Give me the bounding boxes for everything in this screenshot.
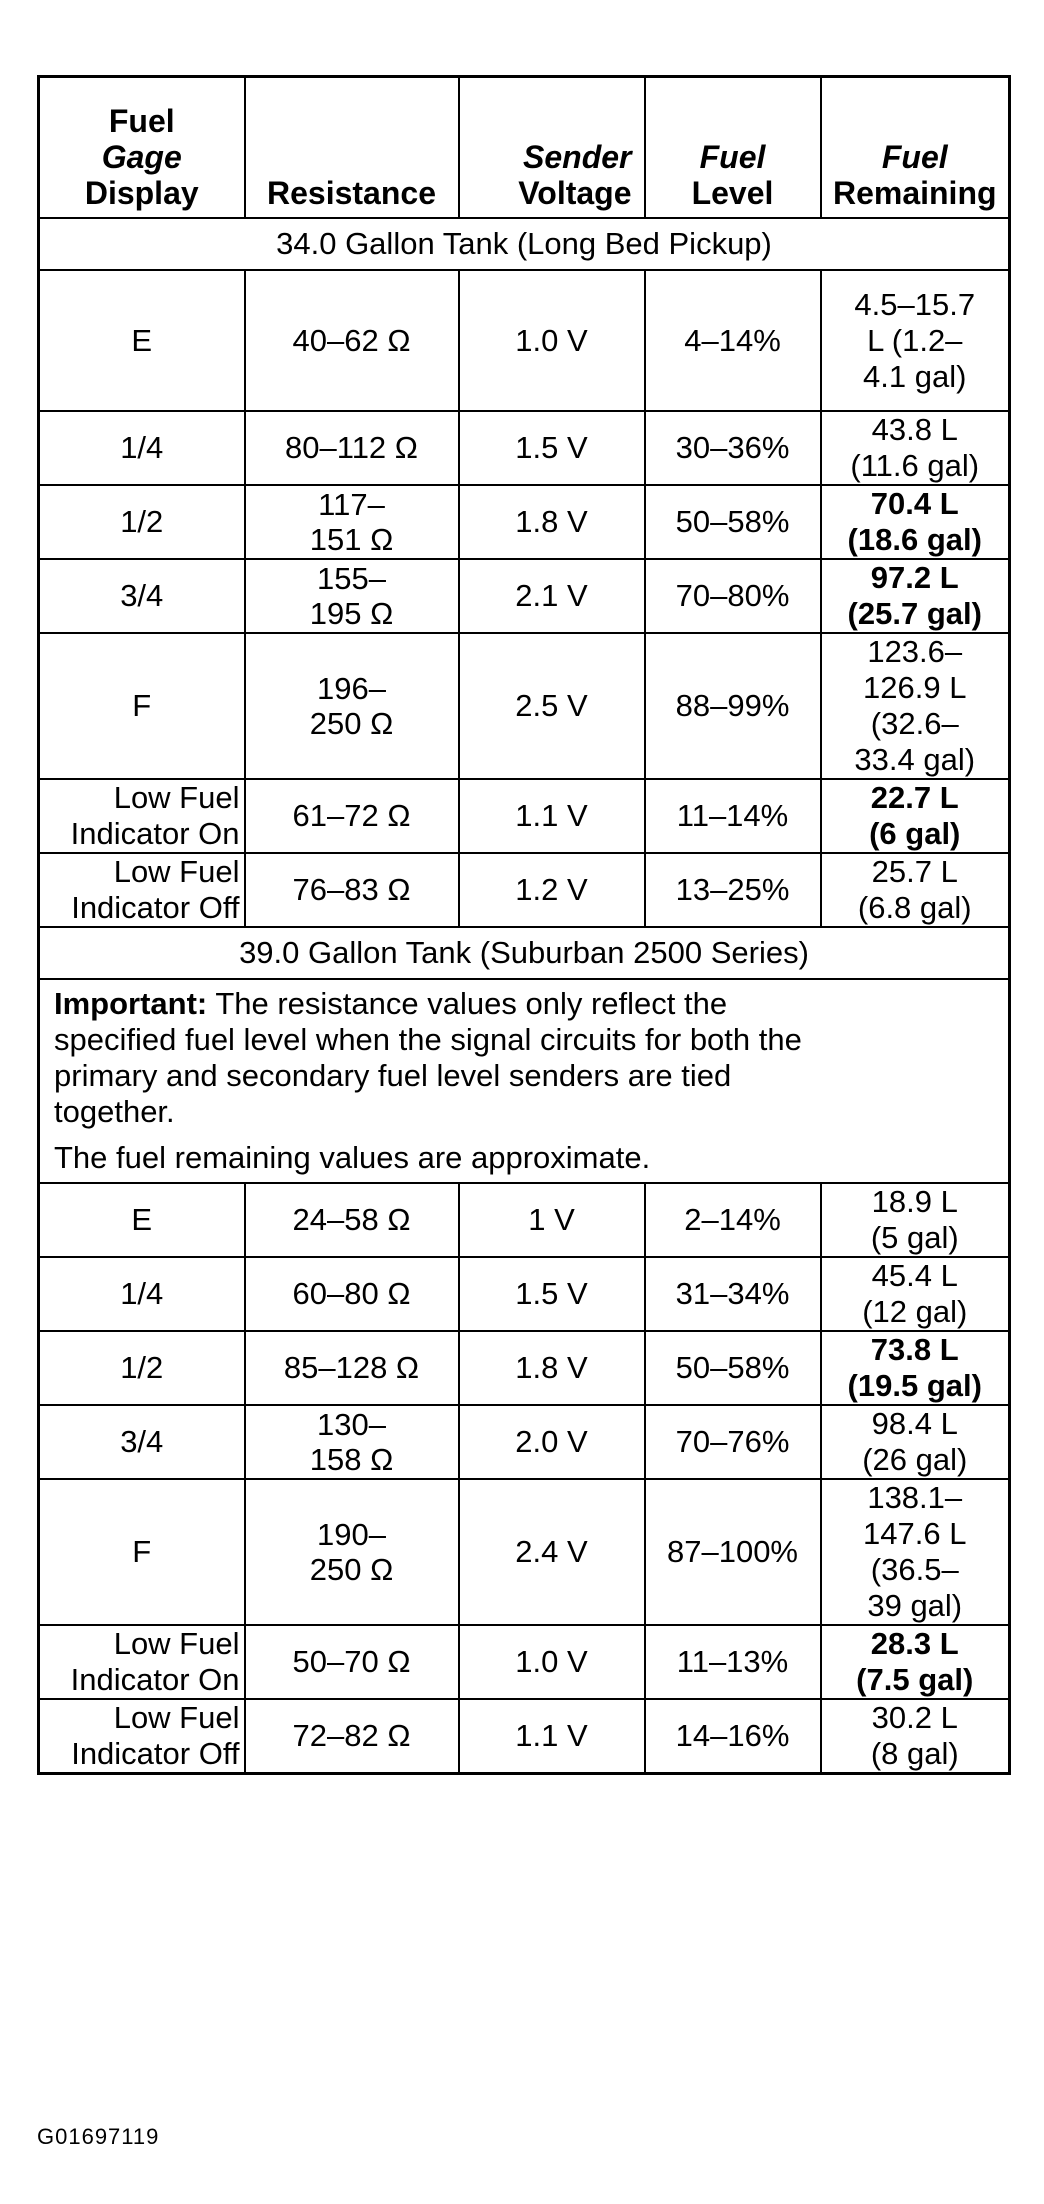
fuel-remaining-cell (821, 1331, 1010, 1405)
cell-line: 76–83 Ω (292, 872, 411, 907)
cell-line: 130– (317, 1407, 386, 1442)
fuel-level-cell: 11–13% (645, 1625, 821, 1699)
figure-id: G01697119 (37, 2124, 160, 2149)
note-line: together. (54, 1094, 175, 1129)
table-row (39, 1699, 1010, 1774)
cell-line: 80–112 Ω (285, 430, 418, 465)
cell-line: E (131, 322, 153, 358)
header-fuel-remaining: Fuel Remaining (821, 77, 1010, 219)
header-fuel-level: Fuel Level (645, 77, 821, 219)
display-cell (39, 1405, 245, 1479)
note-paragraph (54, 986, 994, 1130)
sender-voltage-cell: 1 V (459, 1183, 645, 1257)
cell-line: (19.5 gal) (847, 1368, 982, 1403)
note-line: specified fuel level when the signal circuits for both the (54, 1022, 802, 1057)
cell-line: 50–70 Ω (292, 1644, 411, 1679)
cell-line: 126.9 L (863, 670, 967, 705)
cell-line: 1/2 (120, 504, 164, 539)
display-cell (39, 853, 245, 927)
cell-line: (18.6 gal) (847, 522, 982, 557)
cell-line: E (131, 1202, 153, 1237)
note-label: Important: (54, 986, 208, 1021)
sender-voltage-cell: 1.1 V (459, 1699, 645, 1774)
table-row (39, 633, 1010, 779)
resistance-cell (245, 1405, 459, 1479)
cell-line: (26 gal) (862, 1442, 968, 1477)
display-cell (39, 559, 245, 633)
header-row (39, 77, 1010, 219)
resistance-cell (245, 270, 459, 411)
cell-line: F (132, 1534, 152, 1569)
resistance-cell (245, 779, 459, 853)
cell-line: (25.7 gal) (847, 596, 982, 631)
cell-line: 250 Ω (309, 706, 394, 741)
cell-line: F (132, 688, 152, 723)
fuel-gage-table (37, 75, 1011, 1775)
fuel-level-cell: 70–80% (645, 559, 821, 633)
cell-line: 138.1– (867, 1480, 963, 1515)
resistance-cell (245, 1625, 459, 1699)
table-row (39, 1405, 1010, 1479)
sender-voltage-cell: 1.8 V (459, 1331, 645, 1405)
cell-line: (12 gal) (862, 1294, 968, 1329)
sender-voltage-cell: 1.1 V (459, 779, 645, 853)
sender-voltage-cell: 1.0 V (459, 270, 645, 411)
cell-line: 190– (317, 1517, 386, 1552)
sender-voltage-cell: 1.0 V (459, 1625, 645, 1699)
cell-line: 61–72 Ω (292, 798, 411, 833)
cell-line: (7.5 gal) (856, 1662, 974, 1697)
important-note-row (39, 979, 1010, 1183)
resistance-cell (245, 1331, 459, 1405)
resistance-cell (245, 1699, 459, 1774)
sender-voltage-cell: 2.0 V (459, 1405, 645, 1479)
cell-line: 73.8 L (870, 1332, 959, 1367)
cell-line: 151 Ω (309, 522, 394, 557)
cell-line: 72–82 Ω (292, 1718, 411, 1753)
table-body (39, 218, 1010, 1774)
cell-line: Low Fuel (113, 1626, 240, 1661)
fuel-remaining-cell (821, 1257, 1010, 1331)
cell-line: 28.3 L (870, 1626, 959, 1661)
resistance-cell (245, 1183, 459, 1257)
cell-line: 1/2 (120, 1350, 164, 1385)
cell-line: 147.6 L (863, 1516, 967, 1551)
cell-line: 3/4 (120, 1424, 164, 1459)
section-title-row (39, 927, 1010, 979)
resistance-cell (245, 485, 459, 559)
cell-line: (11.6 gal) (850, 448, 980, 483)
note-line: primary and secondary fuel level senders are tied (54, 1058, 732, 1093)
cell-line: (5 gal) (870, 1220, 959, 1255)
cell-line: Indicator On (70, 1662, 240, 1697)
cell-line: 158 Ω (309, 1442, 394, 1477)
cell-line: 250 Ω (309, 1552, 394, 1587)
sender-voltage-cell: 2.1 V (459, 559, 645, 633)
cell-line: 39 gal) (867, 1588, 963, 1623)
fuel-remaining-cell (821, 633, 1010, 779)
fuel-remaining-cell (821, 411, 1010, 485)
cell-line: Low Fuel (113, 854, 240, 889)
table-row (39, 1625, 1010, 1699)
table-row (39, 411, 1010, 485)
fuel-remaining-cell (821, 853, 1010, 927)
fuel-remaining-cell (821, 1405, 1010, 1479)
display-cell (39, 1183, 245, 1257)
fuel-level-cell: 13–25% (645, 853, 821, 927)
fuel-remaining-cell (821, 779, 1010, 853)
cell-line: 1/4 (120, 1276, 164, 1311)
cell-line: 3/4 (120, 578, 164, 613)
resistance-cell (245, 411, 459, 485)
fuel-remaining-cell (821, 270, 1010, 411)
fuel-remaining-cell (821, 1625, 1010, 1699)
table-row (39, 1331, 1010, 1405)
cell-line: 155– (317, 561, 386, 596)
resistance-cell (245, 633, 459, 779)
display-cell (39, 1699, 245, 1774)
cell-line: (36.5– (870, 1552, 959, 1587)
sender-voltage-cell: 2.5 V (459, 633, 645, 779)
cell-line: (6.8 gal) (857, 890, 972, 925)
cell-line: 195 Ω (309, 596, 394, 631)
fuel-level-cell: 11–14% (645, 779, 821, 853)
fuel-level-cell: 88–99% (645, 633, 821, 779)
cell-line: Indicator Off (71, 890, 240, 925)
table-row (39, 1257, 1010, 1331)
display-cell (39, 270, 245, 411)
cell-line: 85–128 Ω (283, 1350, 420, 1385)
resistance-cell (245, 1479, 459, 1625)
display-cell (39, 485, 245, 559)
fuel-remaining-cell (821, 1699, 1010, 1774)
cell-line: 4.1 gal) (863, 358, 967, 394)
cell-line: 43.8 L (871, 412, 958, 447)
header-fuel-gage-display: Fuel Gage Display (39, 77, 245, 219)
cell-line: 45.4 L (871, 1258, 958, 1293)
cell-line: Indicator On (70, 816, 240, 851)
display-cell (39, 779, 245, 853)
cell-line: 70.4 L (870, 486, 959, 521)
display-cell (39, 1479, 245, 1625)
fuel-level-cell: 31–34% (645, 1257, 821, 1331)
fuel-level-cell: 14–16% (645, 1699, 821, 1774)
display-cell (39, 1257, 245, 1331)
sender-voltage-cell: 1.8 V (459, 485, 645, 559)
fuel-level-cell: 4–14% (645, 270, 821, 411)
table-row (39, 1183, 1010, 1257)
display-cell (39, 1625, 245, 1699)
cell-line: 40–62 Ω (292, 322, 411, 358)
cell-line: 97.2 L (870, 560, 959, 595)
section-title: 39.0 Gallon Tank (Suburban 2500 Series) (39, 927, 1010, 979)
cell-line: Low Fuel (113, 780, 240, 815)
fuel-remaining-cell (821, 485, 1010, 559)
cell-line: 98.4 L (871, 1406, 958, 1441)
fuel-level-cell: 2–14% (645, 1183, 821, 1257)
cell-line: (8 gal) (870, 1736, 959, 1771)
cell-line: 60–80 Ω (292, 1276, 411, 1311)
fuel-level-cell: 70–76% (645, 1405, 821, 1479)
cell-line: 117– (318, 487, 385, 522)
resistance-cell (245, 1257, 459, 1331)
cell-line: 18.9 L (871, 1184, 958, 1219)
note-line: The resistance values only reflect the (207, 986, 728, 1021)
cell-line: 30.2 L (871, 1700, 958, 1735)
fuel-remaining-cell (821, 559, 1010, 633)
important-note (39, 979, 1010, 1183)
cell-line: Indicator Off (71, 1736, 240, 1771)
section-title: 34.0 Gallon Tank (Long Bed Pickup) (39, 218, 1010, 270)
display-cell (39, 633, 245, 779)
cell-line: 123.6– (867, 634, 963, 669)
cell-line: Low Fuel (113, 1700, 240, 1735)
fuel-level-cell: 50–58% (645, 485, 821, 559)
resistance-cell (245, 853, 459, 927)
sender-voltage-cell: 1.2 V (459, 853, 645, 927)
header-sender-voltage: Sender Voltage (459, 77, 645, 219)
sender-voltage-cell: 2.4 V (459, 1479, 645, 1625)
fuel-level-cell: 30–36% (645, 411, 821, 485)
cell-line: 1/4 (120, 430, 164, 465)
cell-line: 24–58 Ω (292, 1202, 411, 1237)
table-row (39, 779, 1010, 853)
table-row (39, 485, 1010, 559)
table-row (39, 853, 1010, 927)
cell-line: (6 gal) (869, 816, 961, 851)
resistance-cell (245, 559, 459, 633)
header-resistance: Resistance (245, 77, 459, 219)
table-row (39, 270, 1010, 411)
fuel-remaining-cell (821, 1183, 1010, 1257)
cell-line: 22.7 L (870, 780, 959, 815)
section-title-row (39, 218, 1010, 270)
cell-line: L (1.2– (867, 322, 963, 358)
note-secondary: The fuel remaining values are approximate. (54, 1140, 651, 1175)
fuel-remaining-cell (821, 1479, 1010, 1625)
cell-line: 25.7 L (871, 854, 958, 889)
table-row (39, 559, 1010, 633)
fuel-level-cell: 87–100% (645, 1479, 821, 1625)
sender-voltage-cell: 1.5 V (459, 1257, 645, 1331)
table-row (39, 1479, 1010, 1625)
display-cell (39, 1331, 245, 1405)
cell-line: 4.5–15.7 (854, 286, 976, 322)
fuel-level-cell: 50–58% (645, 1331, 821, 1405)
cell-line: 33.4 gal) (854, 742, 976, 777)
cell-line: (32.6– (870, 706, 959, 741)
display-cell (39, 411, 245, 485)
sender-voltage-cell: 1.5 V (459, 411, 645, 485)
cell-line: 196– (317, 671, 386, 706)
